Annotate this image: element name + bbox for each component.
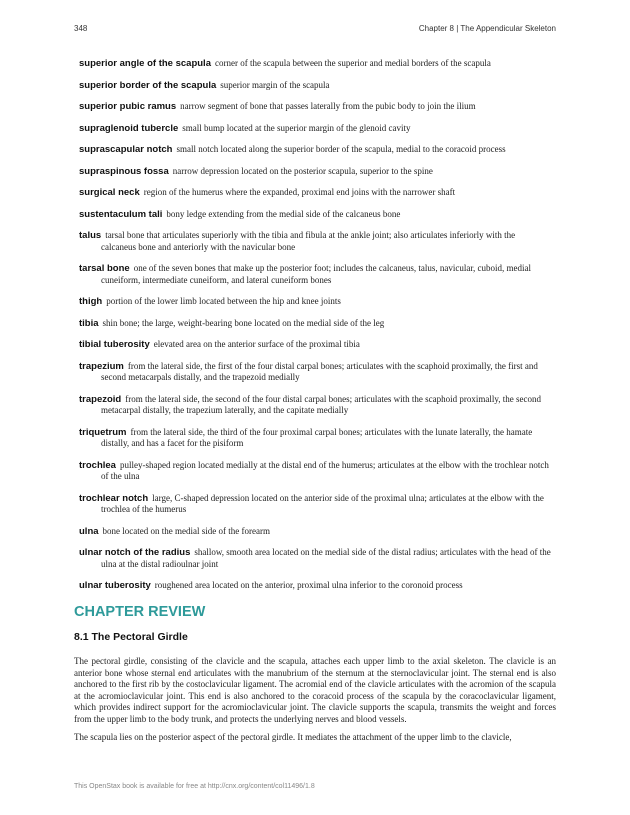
glossary-term: superior angle of the scapula (79, 58, 211, 69)
glossary-entry (79, 123, 551, 135)
glossary-definition: from the lateral side, the third of the four proximal carpal bones; articulates with the lunate laterally, the hamate distally, and has a facet for the pisiform (101, 426, 533, 448)
glossary-term: trapezium (79, 360, 124, 372)
section-heading: 8.1 The Pectoral Girdle (74, 631, 188, 643)
glossary-term: ulnar notch of the radius (79, 547, 191, 558)
glossary-term: talus (79, 230, 102, 241)
glossary-entry (79, 580, 551, 592)
glossary-term: suprascapular notch (79, 144, 173, 155)
glossary-entry (79, 80, 551, 92)
glossary-term: supraspinous fossa (79, 165, 169, 177)
glossary-term: surgical neck (79, 187, 140, 198)
glossary-entry (79, 493, 551, 516)
glossary-term: tarsal bone (79, 263, 130, 274)
glossary-entry (79, 58, 551, 70)
glossary-definition: shallow, smooth area located on the medial side of the distal radius; articulates with the head of the ulna at the distal radioulnar joint (101, 547, 551, 569)
glossary-entry (79, 101, 551, 113)
glossary-definition: from the lateral side, the first of the four distal carpal bones; articulates with the scaphoid proximally, the first and second metacarpals distally, and the trapezoid medially (101, 360, 538, 382)
body-paragraph: The pectoral girdle, consisting of the clavicle and the scapula, attaches each upper limb to the axial skeleton. The clavicle is an anterior bone whose sternal end articulates with the manubrium of the sternum at the sternoclavicular joint. The sternal end is also anchored to the first rib by the costoclavicular ligament. The acromial end of the clavicle articulates with the acromion of the scapula at the acromioclavicular joint. This end is also anchored to the coracoid process of the scapula by the coracoclavicular ligament, which provides indirect support for the acromioclavicular joint. The clavicle supports the scapula, transmits the weight and forces from the upper limb to the body trunk, and protects the underlying nerves and blood vessels. (74, 656, 556, 724)
glossary-entry (79, 526, 551, 538)
page-number: 348 (74, 24, 88, 33)
glossary-definition: from the lateral side, the second of the four distal carpal bones; articulates with the scaphoid proximally, the second metacarpal distally, the trapezium laterally, and the capitate medially (101, 393, 542, 415)
glossary-definition: large, C-shaped depression located on the anterior side of the proximal ulna; articulates at the elbow with the trochlea of the humerus (101, 492, 544, 514)
chapter-review-heading: CHAPTER REVIEW (74, 604, 206, 620)
glossary-entry (79, 361, 551, 384)
glossary-definition: corner of the scapula between the superior and medial borders of the scapula (214, 58, 491, 68)
glossary-definition: one of the seven bones that make up the posterior foot; includes the calcaneus, talus, navicular, cuboid, medial cuneiform, intermediate cuneiform, and lateral cuneiform bones (101, 263, 531, 285)
glossary-entry (79, 296, 551, 308)
glossary-entry (79, 394, 551, 417)
glossary-term: tibia (79, 317, 99, 329)
glossary-term: ulnar tuberosity (79, 580, 151, 591)
glossary-definition: narrow segment of bone that passes laterally from the pubic body to join the ilium (180, 101, 476, 111)
glossary-term: trochlear notch (79, 492, 149, 504)
review-body (74, 656, 556, 749)
chapter-title: Chapter 8 | The Appendicular Skeleton (418, 24, 556, 33)
glossary-entry (79, 318, 551, 330)
glossary-entry (79, 547, 551, 570)
glossary-definition: elevated area on the anterior surface of the proximal tibia (153, 339, 360, 349)
glossary-entry (79, 230, 551, 253)
glossary-definition: small bump located at the superior margin of the glenoid cavity (182, 122, 411, 133)
glossary-entry (79, 339, 551, 351)
glossary-definition: region of the humerus where the expanded, proximal end joins with the narrower shaft (143, 187, 456, 197)
glossary-definition: pulley-shaped region located medially at the distal end of the humerus; articulates at the elbow with the trochlear notch of the ulna (101, 459, 549, 481)
glossary-term: ulna (79, 525, 99, 537)
glossary-definition: superior margin of the scapula (220, 79, 330, 90)
glossary-definition: bone located on the medial side of the forearm (102, 525, 270, 536)
glossary-definition: small notch located along the superior border of the scapula, medial to the coracoid process (176, 144, 506, 154)
glossary-definition: portion of the lower limb located between the hip and knee joints (106, 296, 341, 306)
glossary-term: thigh (79, 296, 103, 307)
glossary-entry (79, 263, 551, 286)
glossary-term: sustentaculum tali (79, 208, 163, 220)
glossary-term: tibial tuberosity (79, 339, 150, 350)
glossary-definition: bony ledge extending from the medial side of the calcaneus bone (166, 208, 401, 219)
glossary-term: triquetrum (79, 426, 127, 438)
glossary-definition: shin bone; the large, weight-bearing bone located on the medial side of the leg (102, 317, 385, 328)
glossary-entry (79, 166, 551, 178)
glossary-term: trochlea (79, 459, 116, 471)
glossary-definition: tarsal bone that articulates superiorly with the tibia and fibula at the ankle joint; also articulates inferiorly with the calcaneus bone and anteriorly with the navicular bone (101, 230, 516, 252)
page-footer: This OpenStax book is available for free at http://cnx.org/content/col11496/1.8 (74, 783, 315, 790)
glossary-term: superior border of the scapula (79, 79, 217, 91)
body-paragraph: The scapula lies on the posterior aspect of the pectoral girdle. It mediates the attachment of the upper limb to the clavicle, (74, 731, 512, 742)
glossary-entry (79, 187, 551, 199)
glossary-definition: narrow depression located on the posterior scapula, superior to the spine (172, 165, 433, 176)
glossary-term: trapezoid (79, 393, 122, 405)
glossary-entry (79, 209, 551, 221)
glossary-term: superior pubic ramus (79, 101, 177, 112)
glossary-definition: roughened area located on the anterior, proximal ulna inferior to the coronoid process (154, 580, 463, 590)
glossary-entry (79, 427, 551, 450)
glossary-entry (79, 460, 551, 483)
glossary-entry (79, 144, 551, 156)
glossary-list (79, 58, 551, 602)
glossary-term: supraglenoid tubercle (79, 122, 179, 134)
